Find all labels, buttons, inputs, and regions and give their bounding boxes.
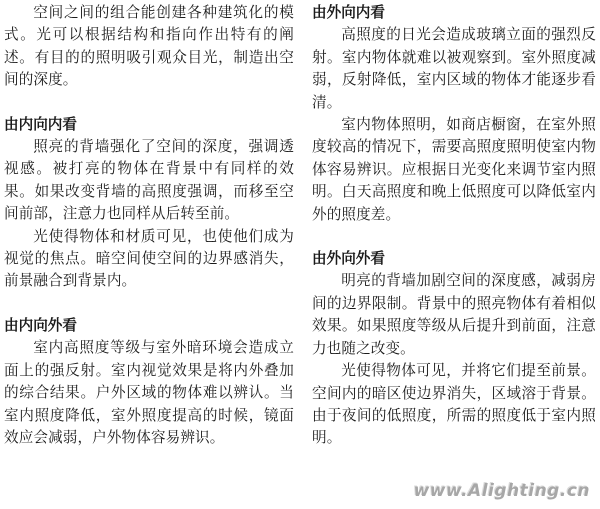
intro-paragraph: 空间之间的组合能创建各种建筑化的模式。光可以根据结构和指向作出特有的阐述。有目的的照明吸引观众目光，制造出空间的深度。 [4,4,294,89]
outside-in-paragraph-1: 高照度的日光会造成玻璃立面的强烈反射。室内物体就难以被观察到。室外照度减弱，反射降低，室内区域的物体才能逐步看清。 [312,26,596,111]
spacer [312,226,596,248]
inside-in-paragraph-2: 光使得物体和材质可见，也使他们成为视觉的焦点。暗空间使空间的边界感消失，前景融合到背景内。 [4,227,294,290]
heading-outside-looking-in: 由外向内看 [312,4,385,21]
inside-out-paragraph-1: 室内高照度等级与室外暗环境会造成立面上的强反射。室内视觉效果是将内外叠加的综合结果。户外区域的物体难以辨认。当室内照度降低，室外照度提高的时候，镜面效应会减弱，户外物体容易辨识。 [4,339,294,446]
site-watermark: www.Alighting.cn [413,481,590,501]
heading-inside-looking-out: 由内向外看 [4,316,77,334]
spacer [4,293,294,315]
left-column [4,2,294,449]
outside-in-paragraph-2: 室内物体照明，如商店橱窗，在室外照度较高的情况下，需要高照度照明使室内物体容易辨识。应根据日光变化来调节室内照明。白天高照度和晚上低照度可以降低室内外的照度差。 [312,116,596,223]
outside-out-paragraph-2: 光使得物体可见，并将它们提至前景。空间内的暗区使边界消失，区域溶于背景。由于夜间的低照度，所需的照度低于室内照明。 [312,362,596,447]
heading-inside-looking-in: 由内向内看 [4,115,77,133]
right-column [312,2,596,450]
inside-in-paragraph-1: 照亮的背墙强化了空间的深度，强调透视感。被打亮的物体在背景中有同样的效果。如果改变背墙的高照度强调，而移至空间前部，注意力也同样从后转至前。 [4,138,294,223]
outside-out-paragraph-1: 明亮的背墙加剧空间的深度感，减弱房间的边界限制。背景中的照亮物体有着相似效果。如果照度等级从后提升到前面，注意力也随之改变。 [312,272,596,357]
heading-outside-looking-out: 由外向外看 [312,250,385,268]
spacer [4,92,294,114]
